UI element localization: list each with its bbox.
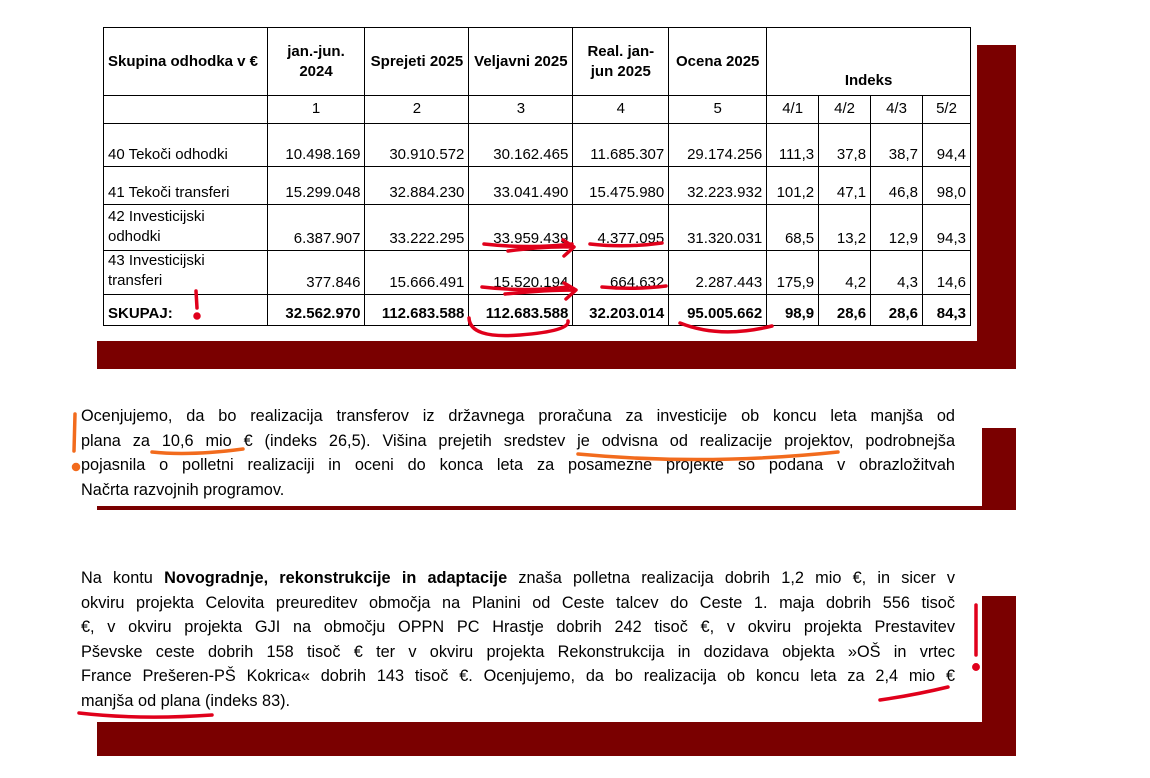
total-cell: 32.203.014 <box>573 295 669 326</box>
header-ocena-2025: Ocena 2025 <box>669 28 767 96</box>
total-cell: 28,6 <box>819 295 871 326</box>
row-label <box>104 205 268 251</box>
row-label-line-2: odhodki <box>108 228 161 245</box>
header-real-2025: Real. jan-jun 2025 <box>573 28 669 96</box>
table-cell: 33.222.295 <box>365 205 469 251</box>
column-number: 4 <box>573 96 669 124</box>
table-cell: 94,3 <box>922 205 970 251</box>
header-indeks: Indeks <box>767 28 971 96</box>
table-cell: 94,4 <box>922 124 970 167</box>
table-cell: 4.377.095 <box>573 205 669 251</box>
row-label-line-2: transferi <box>108 272 163 289</box>
table-cell: 13,2 <box>819 205 871 251</box>
table-cell: 111,3 <box>767 124 819 167</box>
table-cell: 38,7 <box>871 124 923 167</box>
header-group: Skupina odhodka v € <box>104 28 268 96</box>
paragraph-2-prefix: Na kontu <box>81 569 165 587</box>
row-label: 41 Tekoči transferi <box>104 167 268 205</box>
table-cell: 4,2 <box>819 251 871 295</box>
table-cell: 12,9 <box>871 205 923 251</box>
table-cell: 32.884.230 <box>365 167 469 205</box>
header-veljavni-2025: Veljavni 2025 <box>469 28 573 96</box>
column-number: 1 <box>267 96 365 124</box>
paragraph-2-bold-term: Novogradnje, rekonstrukcije in adaptacije <box>164 569 508 587</box>
table-cell: 15.666.491 <box>365 251 469 295</box>
table-cell: 6.387.907 <box>267 205 365 251</box>
paragraph-2-line: €, v okviru projekta GJI na območju OPPN PC Hrastje dobrih 242 tisoč €, v okviru projekta Prestavitev <box>81 618 955 636</box>
table-cell: 175,9 <box>767 251 819 295</box>
total-cell: 112.683.588 <box>365 295 469 326</box>
paragraph-2 <box>81 566 955 713</box>
column-number: 3 <box>469 96 573 124</box>
table-cell: 30.162.465 <box>469 124 573 167</box>
table-cell: 37,8 <box>819 124 871 167</box>
paragraph-2-line: manjša od plana (indeks 83). <box>81 691 291 710</box>
column-number: 4/1 <box>767 96 819 124</box>
table-cell: 15.520.194 <box>469 251 573 295</box>
table-cell: 101,2 <box>767 167 819 205</box>
table-cell: 29.174.256 <box>669 124 767 167</box>
table-row <box>104 205 971 251</box>
table-cell: 2.287.443 <box>669 251 767 295</box>
column-number: 5/2 <box>922 96 970 124</box>
table-cell: 32.223.932 <box>669 167 767 205</box>
table-cell: 46,8 <box>871 167 923 205</box>
total-row <box>104 295 971 326</box>
total-cell: 98,9 <box>767 295 819 326</box>
row-label-line-1: 42 Investicijski <box>108 208 205 225</box>
table-cell: 15.475.980 <box>573 167 669 205</box>
table-cell: 11.685.307 <box>573 124 669 167</box>
column-number: 5 <box>669 96 767 124</box>
table-cell: 15.299.048 <box>267 167 365 205</box>
column-number: 4/2 <box>819 96 871 124</box>
table-cell: 377.846 <box>267 251 365 295</box>
header-row <box>104 28 971 96</box>
total-cell: 32.562.970 <box>267 295 365 326</box>
column-number: 2 <box>365 96 469 124</box>
total-cell: 84,3 <box>922 295 970 326</box>
total-cell: 112.683.588 <box>469 295 573 326</box>
header-sprejeti-2025: Sprejeti 2025 <box>365 28 469 96</box>
header-jan-jun-2024: jan.-jun. 2024 <box>267 28 365 96</box>
table-cell: 98,0 <box>922 167 970 205</box>
table-cell: 30.910.572 <box>365 124 469 167</box>
paragraph-1 <box>81 404 955 502</box>
table-cell: 10.498.169 <box>267 124 365 167</box>
total-cell: 28,6 <box>871 295 923 326</box>
paragraph-2-suffix: znaša polletna realizacija dobrih 1,2 mio €, in sicer v <box>507 569 955 587</box>
table-cell: 33.041.490 <box>469 167 573 205</box>
table-cell: 14,6 <box>922 251 970 295</box>
paragraph-1-line: Ocenjujemo, da bo realizacija transferov iz državnega proračuna za investicije ob koncu leta manjša od <box>81 407 955 425</box>
budget-table <box>103 27 971 326</box>
paragraph-2-line: France Prešeren-PŠ Kokrica« dobrih 143 tisoč €. Ocenjujemo, da bo realizacija ob koncu leta za 2,4 mio € <box>81 667 955 685</box>
paragraph-2-line: okviru projekta Celovita preureditev območja na Planini od Ceste talcev do Ceste 1. maja dobrih 556 tisoč <box>81 593 955 612</box>
table-cell: 47,1 <box>819 167 871 205</box>
table-cell: 4,3 <box>871 251 923 295</box>
row-label-line-1: 43 Investicijski <box>108 252 205 269</box>
paragraph-1-line: pojasnila o polletni realizaciji in oceni do konca leta za posamezne projekte so podana v obrazložitvah <box>81 456 955 474</box>
table-row <box>104 167 971 205</box>
table-row <box>104 251 971 295</box>
table-cell: 68,5 <box>767 205 819 251</box>
table-cell: 31.320.031 <box>669 205 767 251</box>
paragraph-2-line <box>81 566 955 591</box>
column-number-blank <box>104 96 268 124</box>
row-label <box>104 251 268 295</box>
paragraph-1-line: plana za 10,6 mio € (indeks 26,5). Višina prejetih sredstev je odvisna od realizacije projektov, podrobnejša <box>81 431 955 450</box>
table-cell: 664.632 <box>573 251 669 295</box>
table-cell: 33.959.439 <box>469 205 573 251</box>
total-label: SKUPAJ: <box>104 295 268 326</box>
paragraph-2-line: Pševske ceste dobrih 158 tisoč € ter v okviru projekta Rekonstrukcija in dozidava objekta »OŠ in vrtec <box>81 642 955 661</box>
table-row <box>104 124 971 167</box>
row-label: 40 Tekoči odhodki <box>104 124 268 167</box>
total-cell: 95.005.662 <box>669 295 767 326</box>
column-number: 4/3 <box>871 96 923 124</box>
paragraph-1-line: Načrta razvojnih programov. <box>81 480 285 499</box>
column-numbers-row <box>104 96 971 124</box>
